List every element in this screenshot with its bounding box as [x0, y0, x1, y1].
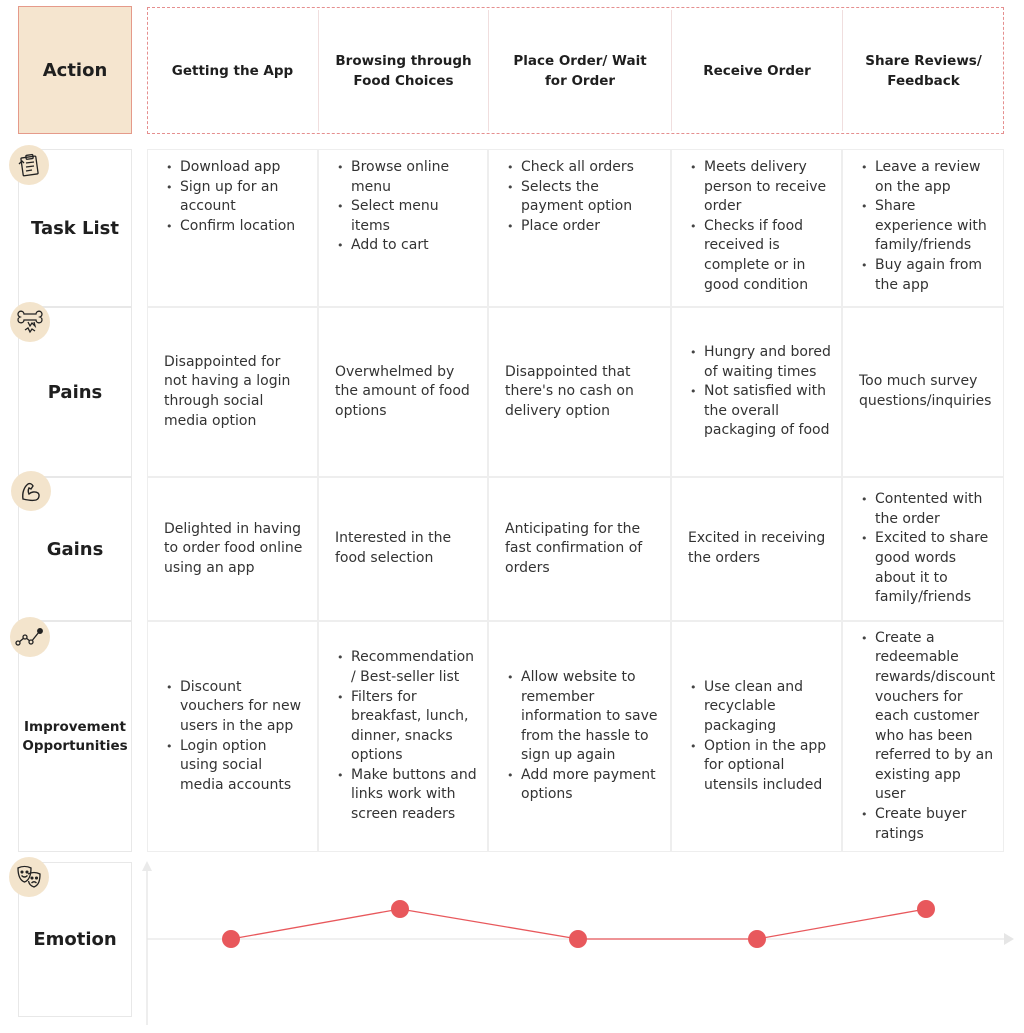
- bullet-item: • Check all orders: [505, 158, 660, 178]
- stage-title-line: Food Choices: [353, 72, 454, 89]
- action-label: Action: [42, 59, 108, 81]
- improvement-label-line2: Opportunities: [22, 737, 128, 754]
- pain-cell-stage-4: [671, 307, 842, 477]
- bullet-list: [688, 343, 831, 441]
- improvement-cell-stage-4: [671, 621, 842, 852]
- bullet-item: • Discount vouchers for new users in the app: [164, 678, 307, 737]
- bullet-item: • Checks if food received is complete or in good condition: [688, 217, 831, 295]
- bullet-list: [505, 668, 660, 805]
- stage-title-line: Receive Order: [703, 62, 811, 79]
- bullet-item: • Download app: [164, 158, 307, 178]
- improvement-cell-stage-2: [318, 621, 488, 852]
- gain-cell-stage-5: [842, 477, 1004, 621]
- bullet-item: • Login option using social media accounts: [164, 737, 307, 796]
- pain-cell-stage-5: [842, 307, 1004, 477]
- bullet-item: • Select menu items: [335, 197, 477, 236]
- bullet-item: • Share experience with family/friends: [859, 197, 993, 256]
- emotion-point-stage-1: [222, 930, 240, 948]
- emotion-point-stage-3: [569, 930, 587, 948]
- bullet-item: • Excited to share good words about it to family/friends: [859, 529, 993, 607]
- cell-text: Interested in the food selection: [335, 530, 452, 566]
- stage-header-3: [488, 10, 671, 131]
- flexed-arm-icon: [11, 471, 51, 511]
- improvement-cell-stage-1: [147, 621, 318, 852]
- theater-masks-icon: [9, 857, 49, 897]
- improvement-cell-stage-3: [488, 621, 671, 852]
- cell-text: Delighted in having to order food online using an app: [164, 520, 303, 576]
- bullet-list: [164, 678, 307, 796]
- gains-label: Gains: [46, 538, 104, 560]
- bullet-item: • Add more payment options: [505, 766, 660, 805]
- bullet-item: • Leave a review on the app: [859, 158, 993, 197]
- emotion-chart: [132, 855, 1024, 1030]
- improvement-cell-stage-5: [842, 621, 1004, 852]
- pains-label: Pains: [47, 381, 103, 403]
- bullet-item: • Selects the payment option: [505, 178, 660, 217]
- bullet-list: [164, 158, 307, 236]
- emotion-point-stage-5: [917, 900, 935, 918]
- cell-text: Overwhelmed by the amount of food options: [335, 363, 470, 419]
- emotion-point-stage-2: [391, 900, 409, 918]
- bullet-list: [335, 158, 477, 256]
- task-cell-stage-2: [318, 149, 488, 307]
- bullet-item: • Hungry and bored of waiting times: [688, 343, 831, 382]
- stage-header-5: [842, 10, 1004, 131]
- bullet-item: • Buy again from the app: [859, 256, 993, 295]
- task-cell-stage-4: [671, 149, 842, 307]
- pain-cell-stage-1: [147, 307, 318, 477]
- bullet-item: • Create a redeemable rewards/discount vouchers for each customer who has been referred to by an existing app user: [859, 629, 995, 805]
- pain-cell-stage-3: [488, 307, 671, 477]
- cell-text: Disappointed that there's no cash on delivery option: [505, 363, 634, 419]
- improvement-label-line1: Improvement: [24, 718, 126, 735]
- stage-title-line: Share Reviews/: [865, 52, 982, 69]
- emotion-y-axis-arrow: [142, 861, 152, 871]
- bullet-list: [859, 158, 993, 295]
- emotion-point-stage-4: [748, 930, 766, 948]
- gain-cell-stage-2: [318, 477, 488, 621]
- bullet-item: • Create buyer ratings: [859, 805, 995, 844]
- bullet-item: • Browse online menu: [335, 158, 477, 197]
- stage-title-line: Place Order/ Wait: [513, 52, 647, 69]
- stage-header-1: [147, 10, 318, 131]
- gain-cell-stage-3: [488, 477, 671, 621]
- bullet-list: [688, 678, 831, 796]
- stage-header-4: [671, 10, 842, 131]
- bone-pain-icon: [10, 302, 50, 342]
- bullet-item: • Allow website to remember information to save from the hassle to sign up again: [505, 668, 660, 766]
- bullet-list: [859, 629, 995, 845]
- cell-text: Disappointed for not having a login through social media option: [164, 353, 291, 429]
- bullet-item: • Use clean and recyclable packaging: [688, 678, 831, 737]
- bullet-item: • Filters for breakfast, lunch, dinner, snacks options: [335, 688, 477, 766]
- trend-line-icon: [10, 617, 50, 657]
- cell-text: Too much survey questions/inquiries: [859, 373, 992, 409]
- bullet-item: • Recommendation / Best-seller list: [335, 648, 477, 687]
- row-label-action: [18, 6, 132, 134]
- bullet-item: • Add to cart: [335, 236, 477, 256]
- clipboard-icon: [9, 145, 49, 185]
- stage-title-line: Feedback: [887, 72, 960, 89]
- bullet-item: • Not satisfied with the overall packaging of food: [688, 382, 831, 441]
- task-cell-stage-1: [147, 149, 318, 307]
- cell-text: Excited in receiving the orders: [688, 530, 826, 566]
- bullet-item: • Confirm location: [164, 217, 307, 237]
- bullet-item: • Place order: [505, 217, 660, 237]
- stage-title-line: Browsing through: [335, 52, 472, 69]
- bullet-item: • Meets delivery person to receive order: [688, 158, 831, 217]
- bullet-list: [859, 490, 993, 608]
- gain-cell-stage-4: [671, 477, 842, 621]
- stage-title-line: for Order: [544, 72, 616, 89]
- stage-title-line: Getting the App: [171, 62, 294, 79]
- bullet-list: [505, 158, 660, 236]
- stage-header-2: [318, 10, 488, 131]
- bullet-item: • Option in the app for optional utensils included: [688, 737, 831, 796]
- pain-cell-stage-2: [318, 307, 488, 477]
- task-cell-stage-3: [488, 149, 671, 307]
- emotion-x-axis-arrow: [1004, 933, 1014, 945]
- bullet-item: • Make buttons and links work with screen readers: [335, 766, 477, 825]
- emotion-label: Emotion: [33, 929, 117, 950]
- task-list-label: Task List: [30, 217, 119, 239]
- bullet-list: [335, 648, 477, 824]
- bullet-list: [688, 158, 831, 295]
- cell-text: Anticipating for the fast confirmation of orders: [505, 520, 643, 576]
- gain-cell-stage-1: [147, 477, 318, 621]
- bullet-item: • Sign up for an account: [164, 178, 307, 217]
- bullet-item: • Contented with the order: [859, 490, 993, 529]
- task-cell-stage-5: [842, 149, 1004, 307]
